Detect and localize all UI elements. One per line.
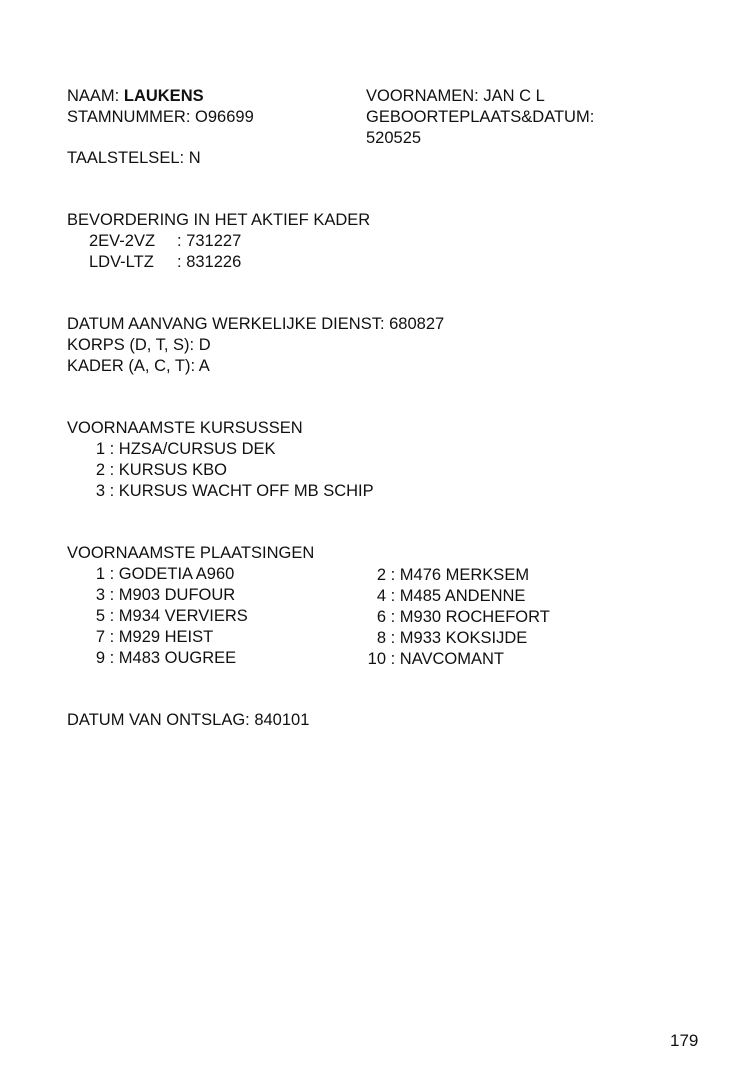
item-text: M933 KOKSIJDE	[399, 629, 528, 647]
item-sep: :	[390, 608, 396, 626]
list-item	[362, 586, 550, 607]
bevordering-code: LDV-LTZ	[89, 253, 154, 271]
item-text: GODETIA A960	[118, 565, 235, 583]
item-number: 1	[95, 440, 105, 458]
item-number: 8	[376, 629, 386, 647]
naam-value: LAUKENS	[123, 87, 204, 105]
item-sep: :	[109, 461, 115, 479]
list-item	[91, 439, 374, 460]
item-sep: :	[109, 565, 115, 583]
item-sep: :	[109, 649, 115, 667]
item-sep: :	[109, 607, 115, 625]
geboorte-value: 520525	[366, 129, 422, 147]
bevordering-list	[89, 231, 241, 273]
taalstelsel-value: N	[188, 149, 201, 167]
item-number: 9	[95, 649, 105, 667]
list-item	[91, 585, 248, 606]
item-text: M483 OUGREE	[118, 649, 237, 667]
item-sep: :	[109, 586, 115, 604]
list-item	[91, 564, 248, 585]
bevordering-code: 2EV-2VZ	[89, 232, 156, 250]
item-text: KURSUS WACHT OFF MB SCHIP	[118, 482, 374, 500]
page-number: 179	[670, 1031, 699, 1050]
item-number: 6	[376, 608, 386, 626]
list-item	[362, 649, 550, 670]
kader: KADER (A, C, T): A	[67, 357, 210, 375]
item-number: 3	[95, 586, 105, 604]
item-sep: :	[390, 650, 396, 668]
item-text: M934 VERVIERS	[118, 607, 248, 625]
plaatsingen-title: VOORNAAMSTE PLAATSINGEN	[67, 544, 315, 562]
korps: KORPS (D, T, S): D	[67, 336, 211, 354]
stamnummer-line	[67, 107, 254, 128]
item-text: KURSUS KBO	[118, 461, 227, 479]
bevordering-item	[89, 252, 241, 273]
naam-line	[67, 86, 204, 107]
item-number: 2	[95, 461, 105, 479]
geboorte-label: GEBOORTEPLAATS&DATUM:	[366, 108, 595, 126]
item-sep: :	[109, 628, 115, 646]
item-text: M476 MERKSEM	[399, 566, 530, 584]
plaatsingen-left-list	[91, 564, 248, 669]
taalstelsel-line	[67, 148, 201, 169]
item-text: M929 HEIST	[118, 628, 214, 646]
kursussen-title: VOORNAAMSTE KURSUSSEN	[67, 419, 303, 437]
item-number: 5	[95, 607, 105, 625]
list-item	[362, 565, 550, 586]
list-item	[362, 607, 550, 628]
bevordering-title: BEVORDERING IN HET AKTIEF KADER	[67, 211, 371, 229]
datum-ontslag: DATUM VAN ONTSLAG: 840101	[67, 711, 310, 729]
list-item	[91, 460, 374, 481]
list-item	[91, 627, 248, 648]
item-number: 10	[367, 650, 386, 668]
list-item	[91, 606, 248, 627]
naam-label: NAAM:	[67, 87, 120, 105]
taalstelsel-label: TAALSTELSEL:	[67, 149, 185, 167]
item-number: 7	[95, 628, 105, 646]
item-text: M903 DUFOUR	[118, 586, 236, 604]
datum-aanvang: DATUM AANVANG WERKELIJKE DIENST: 680827	[67, 315, 445, 333]
bevordering-item	[89, 231, 241, 252]
item-text: M485 ANDENNE	[399, 587, 526, 605]
item-text: NAVCOMANT	[399, 650, 504, 668]
item-number: 4	[376, 587, 386, 605]
item-sep: :	[390, 587, 396, 605]
item-sep: :	[109, 482, 115, 500]
plaatsingen-right-list	[362, 565, 550, 670]
kursussen-list	[91, 439, 374, 502]
bevordering-sep: :	[177, 232, 182, 250]
item-number: 3	[95, 482, 105, 500]
item-text: HZSA/CURSUS DEK	[118, 440, 276, 458]
list-item	[91, 648, 248, 669]
item-text: M930 ROCHEFORT	[399, 608, 550, 626]
item-sep: :	[109, 440, 115, 458]
stamnummer-value: O96699	[195, 108, 254, 126]
item-number: 2	[376, 566, 386, 584]
voornamen-value: JAN C L	[483, 87, 545, 105]
bevordering-date: 731227	[186, 232, 242, 250]
bevordering-sep: :	[177, 253, 182, 271]
voornamen-label: VOORNAMEN:	[366, 87, 479, 105]
item-sep: :	[390, 566, 396, 584]
item-number: 1	[95, 565, 105, 583]
list-item	[91, 481, 374, 502]
item-sep: :	[390, 629, 396, 647]
voornamen-line	[366, 86, 545, 107]
stamnummer-label: STAMNUMMER:	[67, 108, 191, 126]
bevordering-date: 831226	[186, 253, 242, 271]
list-item	[362, 628, 550, 649]
